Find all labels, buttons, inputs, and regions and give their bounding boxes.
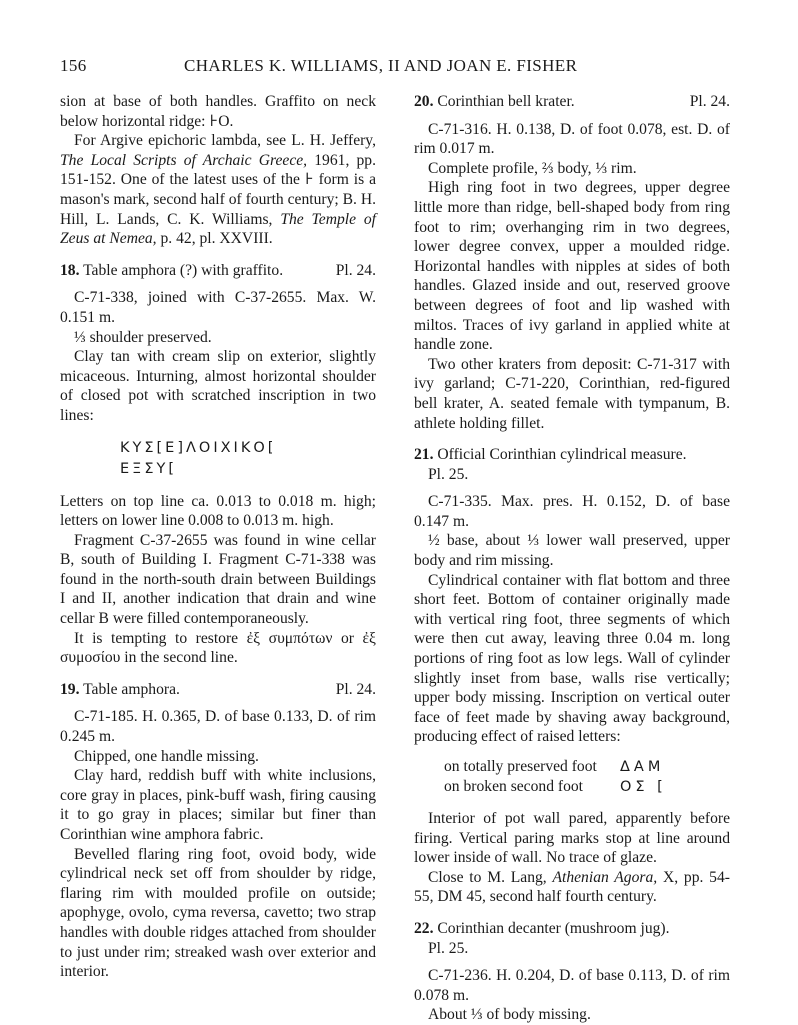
- foot-label: on broken second foot: [444, 778, 584, 795]
- catalogue-line: C-71-338, joined with C-37-2655. Max. W. 0.151 m.: [60, 289, 376, 326]
- restoration-note: It is tempting to restore ἐξ συμπότων or ἐξ συμοσίου in the second line.: [60, 629, 376, 667]
- catalogue-line: C-71-236. H. 0.204, D. of base 0.113, D. of rim 0.078 m.: [414, 967, 730, 1004]
- preservation: ½ base, about ⅓ lower wall preserved, upper body and rim missing.: [414, 532, 730, 570]
- clay-description: Clay hard, reddish buff with white inclusions, core gray in places, pink-buff wash, firing causing it to go gray in places; similar but finer than Corinthian wine amphora fabric.: [60, 767, 376, 843]
- entry-heading-21: [414, 445, 730, 465]
- citation-title: The Local Scripts of Archaic Greece,: [60, 151, 308, 169]
- entry-heading-20: [414, 92, 730, 112]
- entry-title: Table amphora (?) with graffito.: [83, 261, 284, 279]
- paragraph-lambda: For Argive epichoric lambda, see L. H. Jeffery, The Local Scripts of Archaic Greece, 1961, pp. 151-152. One of the latest uses of the ⊦ form is a mason's mark, second half of fourth century; B. H. Hill, L. Lands, C. K. Williams, The Temple of Zeus at Nemea, p. 42, pl. XXVIII.: [60, 132, 377, 248]
- inscription-line-2: ΕΞΣΥ[: [120, 460, 177, 477]
- plate-ref: Pl. 24.: [335, 680, 376, 698]
- page-number: 156: [60, 56, 87, 75]
- entry-heading-22: [414, 919, 730, 939]
- entry-number: 22.: [414, 919, 434, 937]
- inscription-line-1: ΚΥΣ[Ε]ΛΟΙΧΙΚΟ[: [120, 439, 277, 456]
- plate-ref: Pl. 24.: [335, 261, 376, 279]
- right-column: [414, 92, 730, 1025]
- paragraph-continuation: sion at base of both handles. Graffito on neck below horizontal ridge: ⊦O.: [60, 93, 376, 130]
- description: High ring foot in two degrees, upper degree little more than ridge, bell-shaped body from ring foot to rim; overhanging rim in two degrees, lower degree convex, upper a moulded ridge. Horizontal handles with nipples at sides of both handles. Glazed inside and out, reserved groove between degrees of foot and lip washed with miltos. Traces of ivy garland in applied white at handle zone.: [414, 179, 730, 354]
- foot-inscription: ΟΣ [: [620, 779, 667, 795]
- running-title: CHARLES K. WILLIAMS, II AND JOAN E. FISHER: [184, 56, 578, 75]
- entry-number: 20.: [414, 93, 434, 110]
- description: Bevelled flaring ring foot, ovoid body, wide cylindrical neck set off from shoulder by ridge, flaring rim with moulded profile on outside; apophyge, ovolo, cyma reversa, cavetto; two strap handles with double ridges attached from shoulder to just under rim; streaked wash over exterior and interior.: [60, 845, 376, 981]
- preservation: Chipped, one handle missing.: [74, 747, 259, 765]
- findspot: Fragment C-37-2655 was found in wine cellar B, south of Building I. Fragment C-71-338 was found in the north-south drain between Buildings I and II, another indication that drain and wine cellar B were filled contemporaneously.: [60, 531, 376, 628]
- entry-number: 19.: [60, 680, 80, 698]
- entry-title: Official Corinthian cylindrical measure.: [437, 446, 687, 464]
- entry-title: Corinthian decanter (mushroom jug).: [437, 919, 670, 937]
- catalogue-line: C-71-335. Max. pres. H. 0.152, D. of base 0.147 m.: [414, 493, 730, 530]
- interior-note: Interior of pot wall pared, apparently before firing. Vertical paring marks stop at line around lower inside of wall. No trace of glaze.: [414, 810, 730, 867]
- other-kraters: Two other kraters from deposit: C-71-317 with ivy garland; C-71-220, Corinthian, red-figured bell krater, A. seated female with tympanum, B. athlete holding fillet.: [414, 355, 730, 432]
- citation-title: Athenian Agora,: [552, 868, 658, 886]
- description: Clay tan with cream slip on exterior, slightly micaceous. Inturning, almost horizontal shoulder of closed pot with scratched inscription in two lines:: [60, 348, 376, 424]
- catalogue-line: C-71-185. H. 0.365, D. of base 0.133, D. of rim 0.245 m.: [60, 708, 376, 746]
- entry-number: 21.: [414, 446, 434, 464]
- preservation: ⅓ shoulder preserved.: [74, 328, 212, 346]
- foot-inscription: ΔΑΜ: [620, 759, 665, 775]
- plate-ref: Pl. 24.: [689, 93, 730, 110]
- preservation: About ⅓ of body missing.: [428, 1006, 591, 1024]
- entry-heading-19: [60, 680, 376, 700]
- catalogue-line: C-71-316. H. 0.138, D. of foot 0.078, est. D. of rim 0.017 m.: [414, 120, 730, 158]
- citation-title: The Temple of Zeus at Nemea,: [60, 210, 377, 248]
- plate-ref: Pl. 25.: [428, 465, 469, 483]
- left-column: [60, 92, 376, 982]
- inscription: [120, 438, 376, 480]
- plate-ref: Pl. 25.: [428, 939, 469, 957]
- preservation: Complete profile, ⅔ body, ⅓ rim.: [428, 159, 637, 177]
- entry-number: 18.: [60, 261, 80, 279]
- letter-heights: Letters on top line ca. 0.013 to 0.018 m. high; letters on lower line 0.008 to 0.013 m. high.: [60, 492, 376, 530]
- entry-title: Corinthian bell krater.: [437, 93, 575, 110]
- comparanda: Close to M. Lang, Athenian Agora, X, pp. 54-55, DM 45, second half fourth century.: [414, 868, 730, 906]
- feet-inscriptions: [444, 757, 730, 797]
- foot-label: on totally preserved foot: [444, 758, 597, 775]
- page-header: [54, 56, 744, 80]
- entry-title: Table amphora.: [83, 680, 180, 698]
- description: Cylindrical container with flat bottom and three short feet. Bottom of container originally made with vertical ring foot, three segments of which were then cut away, leaving three 0.04 m. long portions of ring foot as low legs. Wall of cylinder slightly inset from base, walls rise vertically; upper body missing. Inscription on vertical outer face of feet made by shaving away background, producing effect of raised letters:: [414, 571, 730, 746]
- entry-heading-18: [60, 261, 376, 281]
